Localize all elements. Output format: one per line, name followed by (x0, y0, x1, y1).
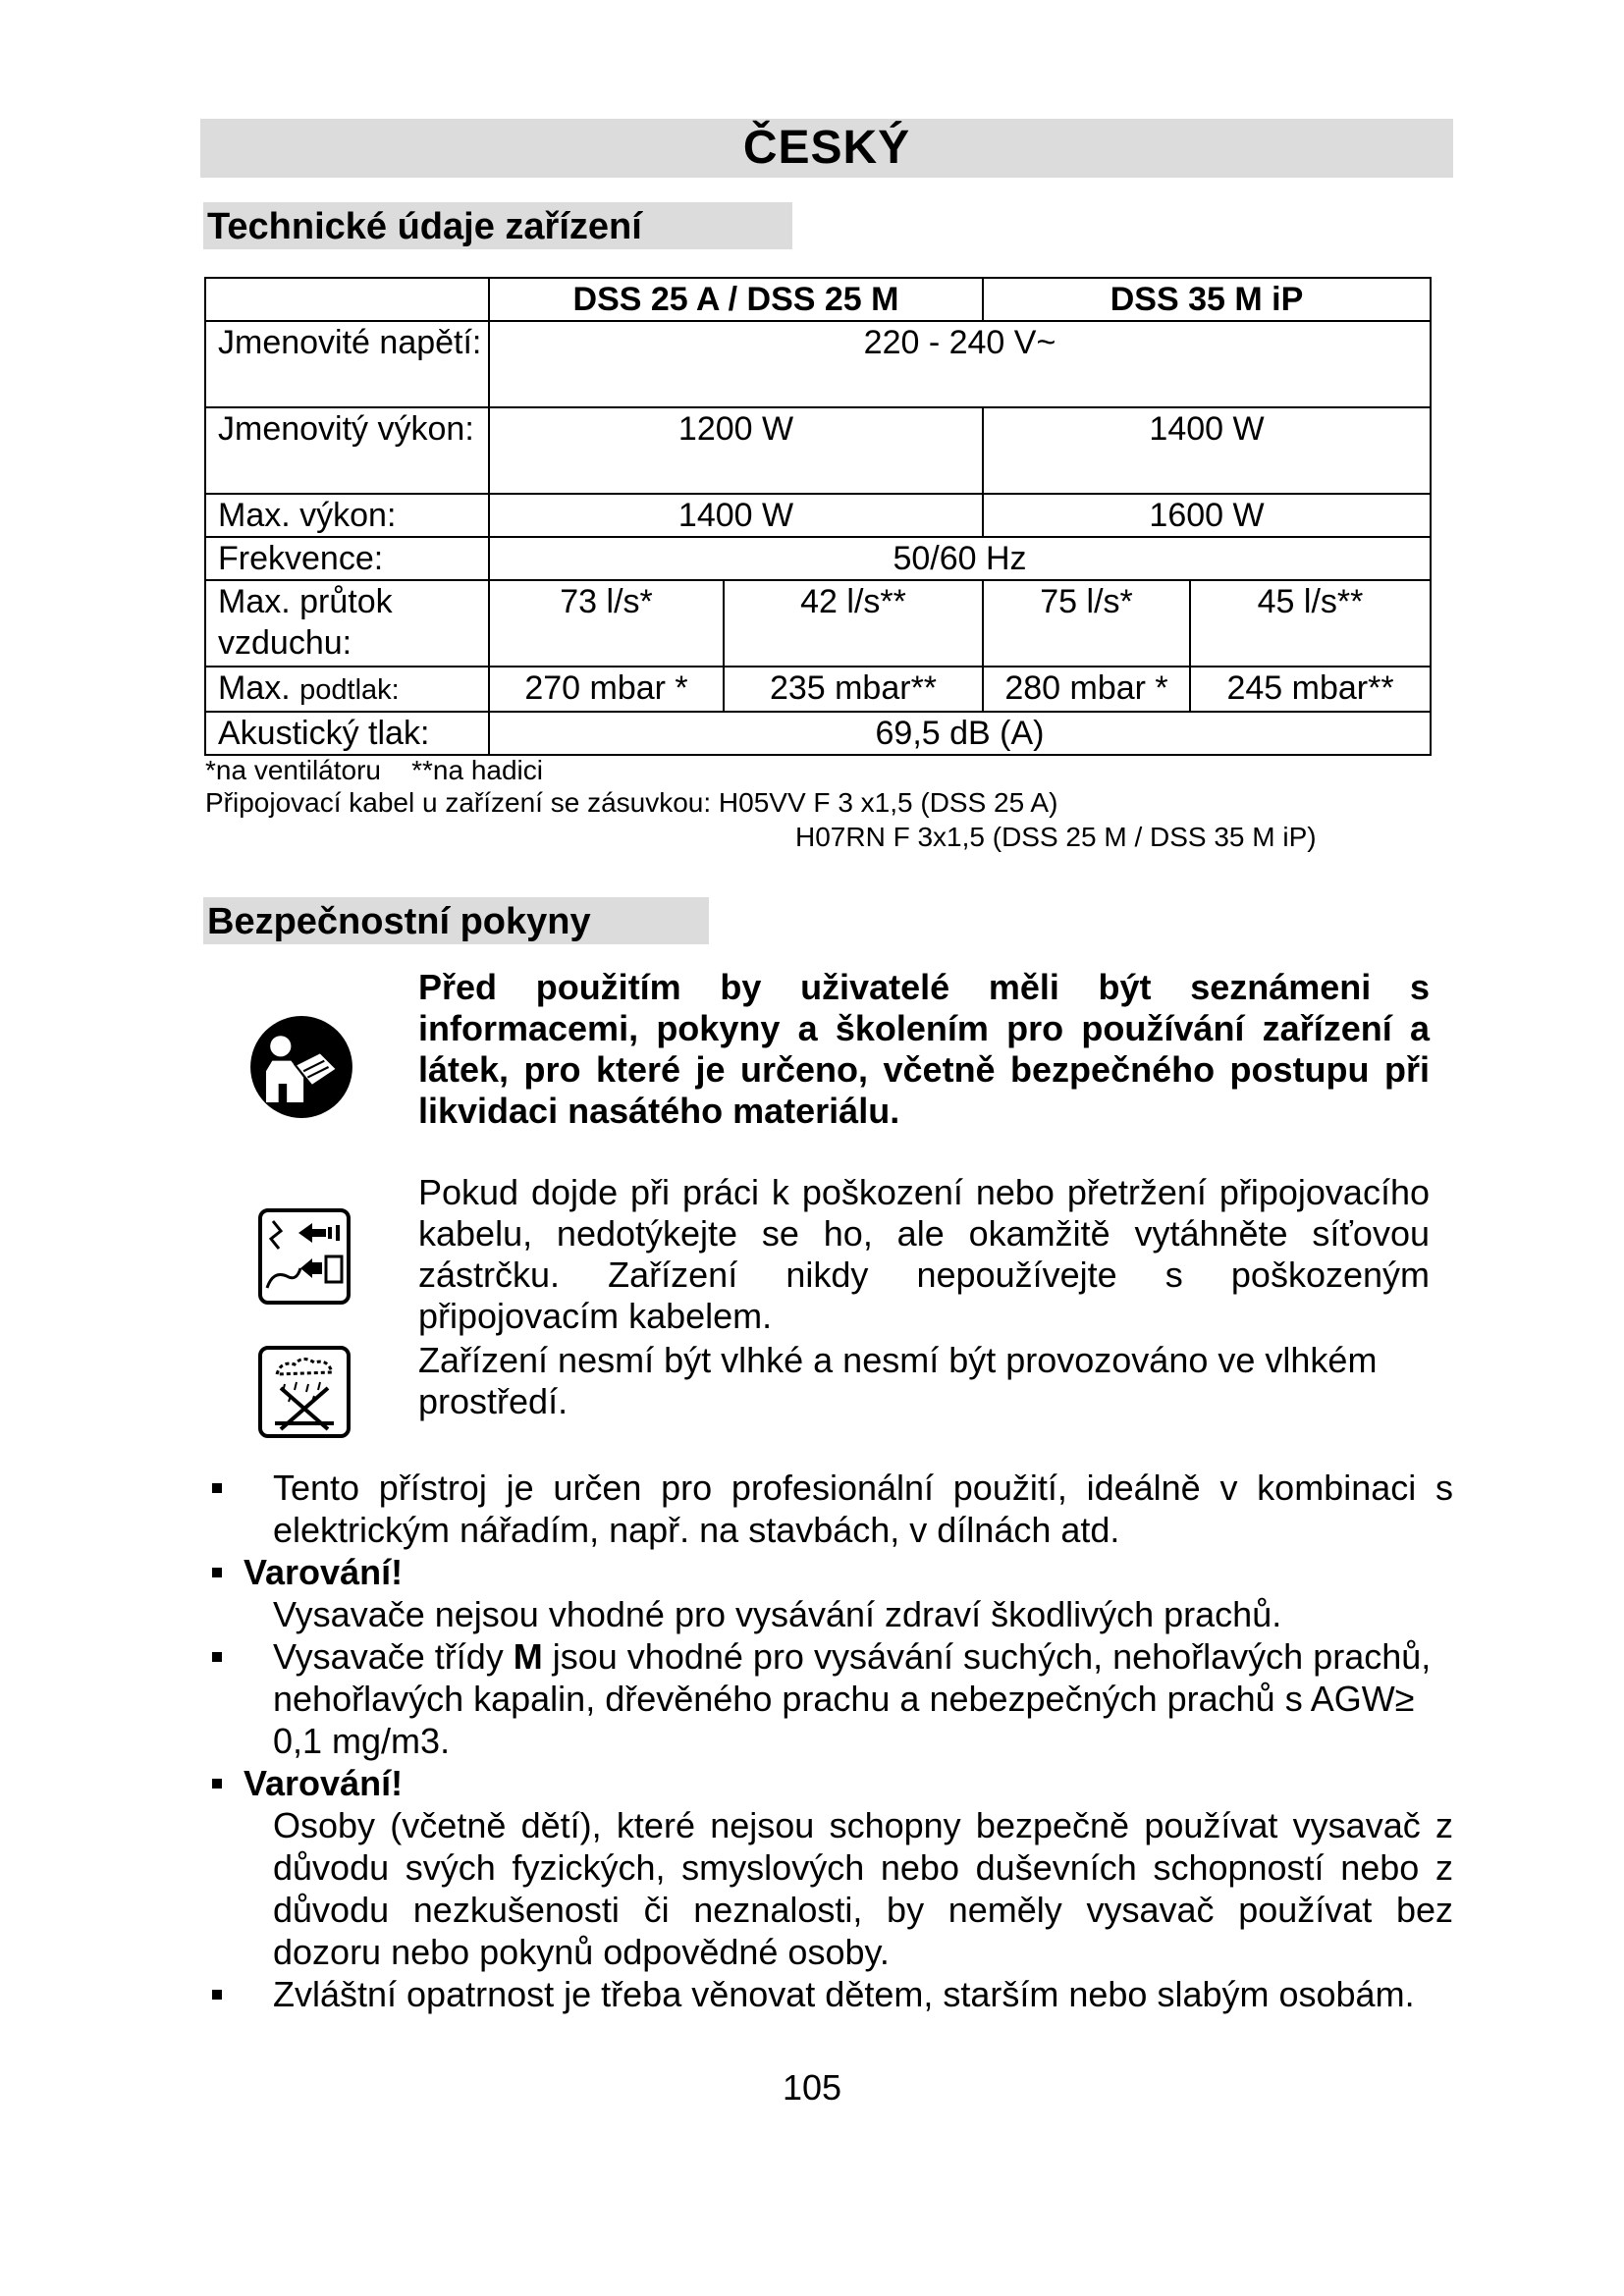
table-row (205, 712, 1431, 755)
row-label-airflow: Max. průtok vzduchu: (205, 580, 489, 667)
row-label-frequency: Frekvence: (205, 537, 489, 580)
safety-section-title: Bezpečnostní pokyny (203, 897, 709, 944)
vacuum-value-2: 235 mbar** (724, 667, 983, 712)
row-label-max-power: Max. výkon: (205, 494, 489, 537)
warning-title: Varování! (244, 1763, 404, 1803)
bullet-square-icon (212, 1779, 222, 1789)
safety-bullet-list (204, 1467, 1453, 2015)
bullet-square-icon (212, 1568, 222, 1577)
no-moisture-icon (257, 1345, 352, 1439)
airflow-value-2: 42 l/s** (724, 580, 983, 667)
voltage-value: 220 - 240 V~ (489, 321, 1431, 407)
model-header-dss35: DSS 35 M iP (983, 278, 1431, 321)
cable-spec-line-2: H07RN F 3x1,5 (DSS 25 M / DSS 35 M iP) (795, 822, 1317, 852)
moisture-instructions: Zařízení nesmí být vlhké a nesmí být provozováno ve vlhkém prostředí. (418, 1340, 1378, 1421)
table-row (205, 494, 1431, 537)
bullet-text-class-m-bold: M (513, 1636, 543, 1677)
vacuum-value-1: 270 mbar * (489, 667, 724, 712)
list-item (204, 1467, 1453, 1551)
table-row (205, 667, 1431, 712)
vacuum-value-4: 245 mbar** (1190, 667, 1431, 712)
warning-text-persons: Osoby (včetně dětí), které nejsou schopny bezpečně používat vysavač z důvodu svých fyzických, smyslových nebo duševních schopností nebo z důvodu nezkušenosti či neznalosti, by neměly vysavač používat bez dozoru nebo pokynů odpovědné osoby. (273, 1805, 1453, 1972)
sound-value: 69,5 dB (A) (489, 712, 1431, 755)
table-row (205, 407, 1431, 494)
table-header-row (205, 278, 1431, 321)
warning-text-harmful-dust: Vysavače nejsou vhodné pro vysávání zdraví škodlivých prachů. (273, 1594, 1282, 1634)
row-label-voltage: Jmenovité napětí: (205, 321, 489, 407)
page-number: 105 (782, 2067, 842, 2108)
bullet-square-icon (212, 1990, 222, 2000)
table-footnote: *na ventilátoru **na hadici (205, 755, 543, 785)
bullet-text-children: Zvláštní opatrnost je třeba věnovat dětem, starším nebo slabým osobám. (273, 1974, 1415, 2014)
table-row (205, 580, 1431, 667)
power-value-dss35: 1400 W (983, 407, 1431, 494)
bullet-text-class-m-post: jsou vhodné pro vysávání suchých, nehořlavých prachů, nehořlavých kapalin, dřevěného prachu a nebezpečných prachů s AGW≥ 0,1 mg/m3. (273, 1636, 1432, 1761)
table-row (205, 321, 1431, 407)
row-label-power: Jmenovitý výkon: (205, 407, 489, 494)
list-item (204, 1551, 1453, 1635)
table-row (205, 537, 1431, 580)
model-header-dss25: DSS 25 A / DSS 25 M (489, 278, 983, 321)
safety-instructions-bold: Před použitím by uživatelé měli být seznámeni s informacemi, pokyny a školením pro používání zařízení a látek, pro které je určeno, včetně bezpečného postupu při likvidaci nasátého materiálu. (418, 967, 1430, 1131)
spec-table (204, 277, 1432, 756)
bullet-square-icon (212, 1483, 222, 1493)
cable-spec-line-1: Připojovací kabel u zařízení se zásuvkou: H05VV F 3 x1,5 (DSS 25 A) (205, 787, 1058, 818)
power-value-dss25: 1200 W (489, 407, 983, 494)
cable-damage-instructions: Pokud dojde při práci k poškození nebo přetržení připojovacího kabelu, nedotýkejte se ho, ale okamžitě vytáhněte síťovou zástrčku. Zařízení nikdy nepoužívejte s poškozeným připojovacím kabelem. (418, 1172, 1430, 1336)
vacuum-label-small: podtlak: (299, 674, 400, 706)
language-header: ČESKÝ (200, 119, 1453, 178)
read-manual-icon (249, 1015, 353, 1119)
table-corner-cell (205, 278, 489, 321)
unplug-icon (257, 1207, 352, 1306)
list-item (204, 1973, 1453, 2015)
vacuum-label-main: Max. (218, 669, 300, 707)
airflow-value-3: 75 l/s* (983, 580, 1190, 667)
bullet-text-class-m-pre: Vysavače třídy (273, 1636, 514, 1677)
list-item (204, 1635, 1453, 1762)
list-item (204, 1762, 1453, 1973)
row-label-sound: Akustický tlak: (205, 712, 489, 755)
airflow-value-1: 73 l/s* (489, 580, 724, 667)
warning-title: Varování! (244, 1552, 404, 1592)
airflow-value-4: 45 l/s** (1190, 580, 1431, 667)
row-label-vacuum (205, 667, 489, 712)
frequency-value: 50/60 Hz (489, 537, 1431, 580)
max-power-value-dss35: 1600 W (983, 494, 1431, 537)
bullet-text-professional-use: Tento přístroj je určen pro profesionální použití, ideálně v kombinaci s elektrickým nářadím, např. na stavbách, v dílnách atd. (273, 1468, 1453, 1550)
tech-section-title: Technické údaje zařízení (203, 202, 792, 249)
vacuum-value-3: 280 mbar * (983, 667, 1190, 712)
max-power-value-dss25: 1400 W (489, 494, 983, 537)
bullet-square-icon (212, 1652, 222, 1662)
